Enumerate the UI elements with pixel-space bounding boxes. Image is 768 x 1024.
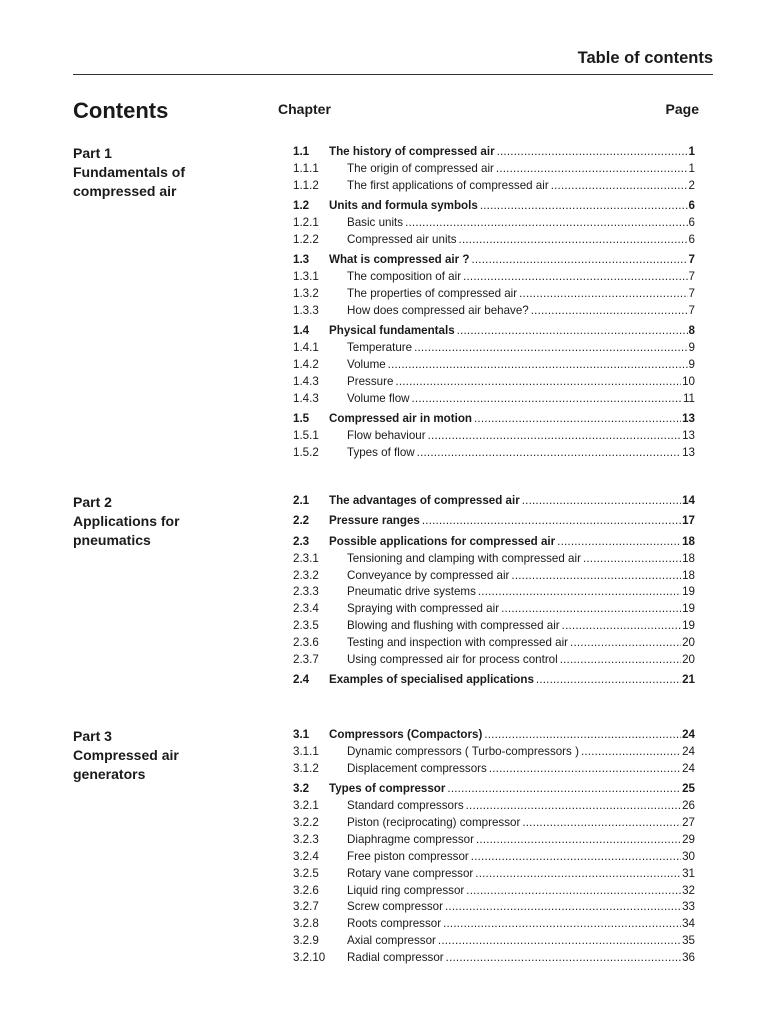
toc-entry-number: 2.3.7 xyxy=(293,653,319,667)
part-2-title xyxy=(73,493,180,550)
toc-entry-number: 2.3.3 xyxy=(293,585,319,599)
dot-leader xyxy=(447,781,681,798)
toc-entry-page: 32 xyxy=(682,883,695,897)
dot-leader xyxy=(480,198,688,215)
toc-entry-label: Compressed air units xyxy=(347,232,457,246)
dot-leader xyxy=(570,635,681,652)
dot-leader xyxy=(536,672,681,689)
toc-entry xyxy=(293,340,695,357)
toc-entry-page: 29 xyxy=(682,832,695,846)
toc-entry-number: 2.3.6 xyxy=(293,636,319,650)
dot-leader xyxy=(446,950,681,967)
dot-leader xyxy=(560,652,681,669)
toc-entry-number: 2.3.4 xyxy=(293,602,319,616)
toc-entry-page: 18 xyxy=(682,534,695,548)
toc-entry-number: 3.1.1 xyxy=(293,744,319,758)
toc-entry-label: How does compressed air behave? xyxy=(347,304,529,318)
toc-entry-label: The history of compressed air xyxy=(329,145,495,158)
toc-entry-number: 1.5 xyxy=(293,412,310,426)
part-title-line: compressed air xyxy=(73,183,177,199)
toc-entry-number: 1.4.2 xyxy=(293,358,319,372)
toc-entry-label: Piston (reciprocating) compressor xyxy=(347,815,521,829)
toc-entry xyxy=(293,635,695,652)
toc-entry-page: 17 xyxy=(682,514,695,528)
toc-entry-label: The composition of air xyxy=(347,270,462,284)
toc-entry-page: 18 xyxy=(682,568,695,582)
toc-entry xyxy=(293,652,695,669)
toc-entry xyxy=(293,252,695,269)
toc-entry-label: The properties of compressed air xyxy=(347,287,518,301)
toc-entry xyxy=(293,323,695,340)
toc-entry-number: 3.2.10 xyxy=(293,951,326,965)
toc-entry-label: Using compressed air for process control xyxy=(347,653,558,667)
toc-entry-label: Radial compressor xyxy=(347,951,444,965)
toc-entry-number: 1.4 xyxy=(293,324,310,338)
toc-entry-number: 1.4.3 xyxy=(293,391,319,405)
toc-entry-number: 1.5.2 xyxy=(293,446,319,460)
toc-entry xyxy=(293,445,695,462)
toc-entry xyxy=(293,178,695,195)
toc-entry xyxy=(293,198,695,215)
dot-leader xyxy=(489,761,681,778)
toc-entry-number: 1.4.1 xyxy=(293,341,319,355)
toc-entry-page: 7 xyxy=(688,253,695,267)
toc-entry-page: 34 xyxy=(682,917,695,931)
toc-entry-number: 3.1.2 xyxy=(293,761,319,775)
toc-entry-number: 3.2.7 xyxy=(293,900,319,914)
toc-entry-label: Dynamic compressors ( Turbo-compressors ) xyxy=(347,744,579,758)
toc-entry-number: 3.2.4 xyxy=(293,849,319,863)
dot-leader xyxy=(412,391,682,408)
toc-entry xyxy=(293,672,695,689)
toc-entry xyxy=(293,374,695,391)
toc-entry-page: 24 xyxy=(682,728,695,741)
toc-entry xyxy=(293,428,695,445)
dot-leader xyxy=(471,849,681,866)
toc-entry-number: 1.3.2 xyxy=(293,287,319,301)
toc-entry-label: Physical fundamentals xyxy=(329,324,455,338)
dot-leader xyxy=(405,215,687,232)
toc-entry-page: 19 xyxy=(682,585,695,599)
dot-leader xyxy=(478,584,681,601)
part-1-toc xyxy=(293,144,695,462)
toc-entry-page: 11 xyxy=(682,391,695,405)
toc-entry-label: Axial compressor xyxy=(347,934,436,948)
toc-entry-label: The first applications of compressed air xyxy=(347,178,549,192)
chapter-column-header: Chapter xyxy=(278,101,331,117)
toc-entry-page: 8 xyxy=(688,324,695,338)
dot-leader xyxy=(445,899,681,916)
toc-entry-number: 3.2 xyxy=(293,782,310,796)
toc-entry-page: 19 xyxy=(682,619,695,633)
toc-entry xyxy=(293,232,695,249)
toc-entry-page: 14 xyxy=(682,494,695,507)
toc-entry-page: 7 xyxy=(688,304,695,318)
toc-entry-number: 2.3.5 xyxy=(293,619,319,633)
toc-entry xyxy=(293,866,695,883)
toc-entry xyxy=(293,534,695,551)
toc-entry-number: 1.1.1 xyxy=(293,161,319,175)
toc-entry-page: 6 xyxy=(688,232,695,246)
dot-leader xyxy=(471,252,687,269)
dot-leader xyxy=(522,493,681,510)
toc-entry-label: Pressure xyxy=(347,375,394,389)
dot-leader xyxy=(443,916,681,933)
toc-entry-page: 21 xyxy=(682,673,695,687)
toc-entry-page: 24 xyxy=(682,744,695,758)
toc-entry xyxy=(293,916,695,933)
toc-entry xyxy=(293,411,695,428)
toc-entry-label: Blowing and flushing with compressed air xyxy=(347,619,560,633)
toc-entry-label: Free piston compressor xyxy=(347,849,469,863)
toc-entry-label: Conveyance by compressed air xyxy=(347,568,510,582)
toc-entry xyxy=(293,493,695,510)
toc-entry-page: 7 xyxy=(688,287,695,301)
dot-leader xyxy=(531,303,688,320)
toc-entry-label: Types of flow xyxy=(347,446,415,460)
toc-entry xyxy=(293,950,695,967)
dot-leader xyxy=(476,832,681,849)
toc-entry xyxy=(293,584,695,601)
toc-entry xyxy=(293,391,695,408)
toc-entry-number: 1.5.1 xyxy=(293,429,319,443)
dot-leader xyxy=(466,798,681,815)
toc-entry xyxy=(293,513,695,530)
toc-entry-label: Volume xyxy=(347,358,386,372)
dot-leader xyxy=(519,286,687,303)
part-title-line: Part 2 xyxy=(73,494,112,510)
toc-entry xyxy=(293,551,695,568)
toc-entry-label: Basic units xyxy=(347,216,404,230)
toc-entry xyxy=(293,568,695,585)
toc-entry-number: 3.2.8 xyxy=(293,917,319,931)
toc-entry-label: Spraying with compressed air xyxy=(347,602,500,616)
dot-leader xyxy=(501,601,681,618)
toc-entry-page: 24 xyxy=(682,761,695,775)
toc-entry-label: The origin of compressed air xyxy=(347,161,494,175)
toc-entry-label: Displacement compressors xyxy=(347,761,487,775)
toc-entry-number: 2.1 xyxy=(293,494,310,507)
toc-entry-number: 1.3.3 xyxy=(293,304,319,318)
toc-entry xyxy=(293,601,695,618)
toc-entry-label: Rotary vane compressor xyxy=(347,866,474,880)
dot-leader xyxy=(583,551,681,568)
toc-entry-number: 2.3.2 xyxy=(293,568,319,582)
toc-entry-label: Examples of specialised applications xyxy=(329,673,534,687)
dot-leader xyxy=(557,534,681,551)
toc-entry xyxy=(293,815,695,832)
toc-entry-number: 2.2 xyxy=(293,514,310,528)
toc-entry xyxy=(293,849,695,866)
toc-entry xyxy=(293,286,695,303)
toc-entry-page: 13 xyxy=(682,446,695,460)
toc-entry-number: 1.3.1 xyxy=(293,270,319,284)
toc-entry-page: 30 xyxy=(682,849,695,863)
dot-leader xyxy=(466,883,681,900)
header-rule xyxy=(73,74,713,75)
toc-entry-label: Screw compressor xyxy=(347,900,443,914)
toc-entry-page: 25 xyxy=(682,782,695,796)
toc-entry xyxy=(293,761,695,778)
toc-entry-label: Testing and inspection with compressed air xyxy=(347,636,569,650)
dot-leader xyxy=(463,269,687,286)
toc-entry xyxy=(293,883,695,900)
toc-entry-number: 3.1 xyxy=(293,728,310,741)
dot-leader xyxy=(457,323,688,340)
dot-leader xyxy=(388,357,688,374)
toc-entry xyxy=(293,215,695,232)
toc-entry-page: 1 xyxy=(688,145,695,158)
part-3-toc xyxy=(293,727,695,967)
dot-leader xyxy=(484,727,681,744)
dot-leader xyxy=(475,866,681,883)
toc-entry-label: Diaphragme compressor xyxy=(347,832,474,846)
toc-entry xyxy=(293,899,695,916)
part-title-line: Applications for xyxy=(73,513,180,529)
dot-leader xyxy=(497,144,688,161)
toc-entry-page: 2 xyxy=(688,178,695,192)
toc-entry-page: 20 xyxy=(682,636,695,650)
dot-leader xyxy=(422,513,681,530)
dot-leader xyxy=(562,618,681,635)
toc-entry xyxy=(293,144,695,161)
part-title-line: generators xyxy=(73,766,146,782)
toc-entry xyxy=(293,269,695,286)
toc-entry-label: Compressors (Compactors) xyxy=(329,728,483,741)
toc-entry-label: Possible applications for compressed air xyxy=(329,534,556,548)
toc-entry-page: 19 xyxy=(682,602,695,616)
toc-entry-page: 9 xyxy=(688,341,695,355)
toc-entry-label: Temperature xyxy=(347,341,413,355)
toc-entry-number: 3.2.5 xyxy=(293,866,319,880)
toc-entry xyxy=(293,161,695,178)
toc-entry-page: 7 xyxy=(688,270,695,284)
toc-entry-page: 18 xyxy=(682,551,695,565)
toc-entry-number: 1.2 xyxy=(293,199,310,213)
part-title-line: pneumatics xyxy=(73,532,151,548)
toc-entry-page: 13 xyxy=(682,412,695,426)
dot-leader xyxy=(522,815,681,832)
toc-entry-page: 1 xyxy=(688,161,695,175)
toc-entry-number: 1.1 xyxy=(293,145,310,158)
toc-entry-label: Volume flow xyxy=(347,391,410,405)
dot-leader xyxy=(496,161,688,178)
toc-entry-label: Pressure ranges xyxy=(329,514,420,528)
toc-entry-label: What is compressed air ? xyxy=(329,253,470,267)
toc-entry xyxy=(293,933,695,950)
toc-entry-number: 3.2.1 xyxy=(293,799,319,813)
dot-leader xyxy=(474,411,681,428)
dot-leader xyxy=(395,374,681,391)
part-3-title xyxy=(73,727,179,784)
running-title: Table of contents xyxy=(577,49,713,67)
dot-leader xyxy=(438,933,681,950)
part-title-line: Part 3 xyxy=(73,728,112,744)
toc-entry xyxy=(293,781,695,798)
toc-entry-label: Standard compressors xyxy=(347,799,464,813)
part-title-line: Part 1 xyxy=(73,145,112,161)
toc-entry xyxy=(293,303,695,320)
dot-leader xyxy=(459,232,688,249)
dot-leader xyxy=(414,340,687,357)
toc-entry-number: 2.3.1 xyxy=(293,551,319,565)
dot-leader xyxy=(581,744,681,761)
toc-entry-number: 1.4.3 xyxy=(293,375,319,389)
contents-title: Contents xyxy=(73,98,169,123)
toc-entry-number: 2.3 xyxy=(293,534,310,548)
toc-entry-page: 27 xyxy=(682,815,695,829)
part-1-title xyxy=(73,144,185,201)
toc-entry-label: Units and formula symbols xyxy=(329,199,478,213)
toc-entry-page: 26 xyxy=(682,799,695,813)
toc-entry-page: 20 xyxy=(682,653,695,667)
toc-entry-number: 1.2.2 xyxy=(293,232,319,246)
toc-entry-label: The advantages of compressed air xyxy=(329,494,520,507)
toc-entry xyxy=(293,832,695,849)
toc-entry-page: 35 xyxy=(682,934,695,948)
part-2-toc xyxy=(293,493,695,689)
toc-entry-page: 13 xyxy=(682,429,695,443)
toc-entry-page: 10 xyxy=(682,375,695,389)
toc-entry-page: 6 xyxy=(688,216,695,230)
toc-entry-number: 3.2.6 xyxy=(293,883,319,897)
toc-entry-label: Roots compressor xyxy=(347,917,442,931)
toc-entry-number: 1.2.1 xyxy=(293,216,319,230)
toc-entry-label: Types of compressor xyxy=(329,782,446,796)
toc-entry-number: 2.4 xyxy=(293,673,310,687)
part-title-line: Compressed air xyxy=(73,747,179,763)
toc-entry xyxy=(293,618,695,635)
toc-entry xyxy=(293,727,695,744)
page-column-header: Page xyxy=(665,101,699,117)
dot-leader xyxy=(511,568,681,585)
toc-entry-page: 36 xyxy=(682,951,695,965)
toc-entry xyxy=(293,744,695,761)
toc-entry-page: 6 xyxy=(688,199,695,213)
toc-entry xyxy=(293,357,695,374)
toc-entry-number: 3.2.9 xyxy=(293,934,319,948)
toc-entry-number: 3.2.2 xyxy=(293,815,319,829)
toc-entry-page: 33 xyxy=(682,900,695,914)
toc-entry-label: Liquid ring compressor xyxy=(347,883,465,897)
toc-entry-number: 3.2.3 xyxy=(293,832,319,846)
toc-entry-number: 1.1.2 xyxy=(293,178,319,192)
part-title-line: Fundamentals of xyxy=(73,164,186,180)
toc-entry xyxy=(293,798,695,815)
toc-entry-label: Tensioning and clamping with compressed air xyxy=(347,551,581,565)
toc-entry-label: Pneumatic drive systems xyxy=(347,585,476,599)
dot-leader xyxy=(417,445,681,462)
toc-entry-page: 9 xyxy=(688,358,695,372)
toc-entry-label: Compressed air in motion xyxy=(329,412,473,426)
toc-entry-label: Flow behaviour xyxy=(347,429,426,443)
toc-entry-page: 31 xyxy=(682,866,695,880)
dot-leader xyxy=(428,428,681,445)
dot-leader xyxy=(551,178,688,195)
toc-entry-number: 1.3 xyxy=(293,253,310,267)
